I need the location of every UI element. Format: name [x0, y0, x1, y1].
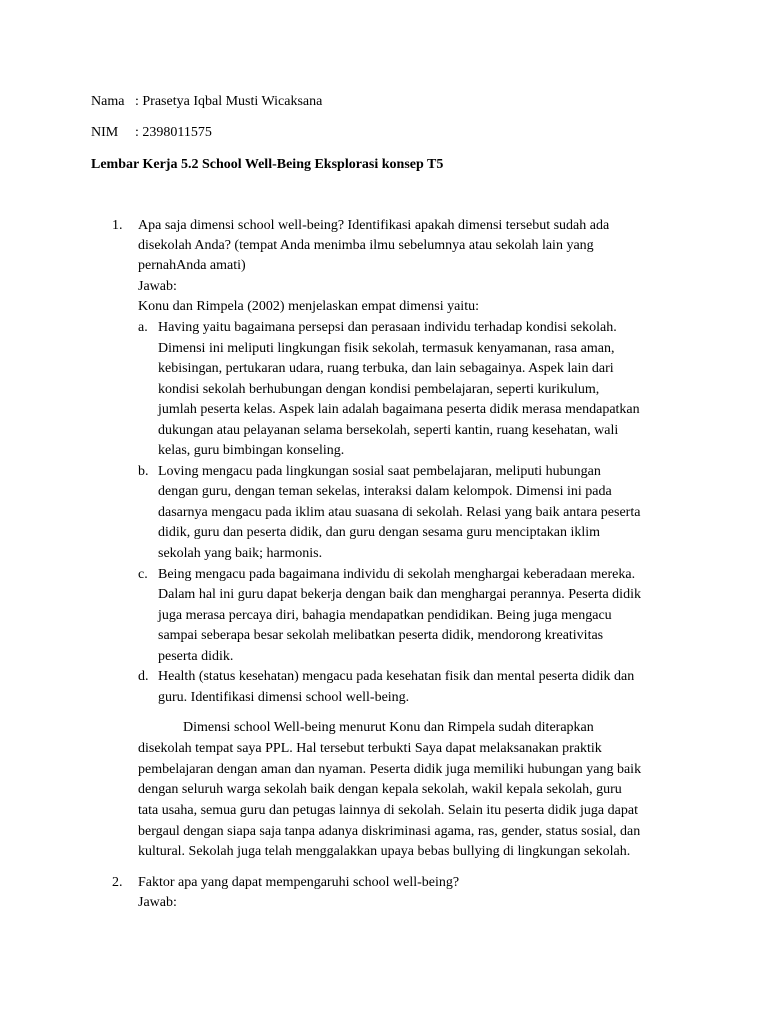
list-marker-a: a. [138, 320, 148, 335]
list-marker-b: b. [138, 464, 149, 479]
answer-1-label: Jawab: [138, 279, 177, 294]
question-1-line: disekolah Anda? (tempat Anda menimba ilmu sebelumnya atau sekolah lain yang [138, 238, 594, 253]
list-item-c-line: peserta didik. [158, 649, 234, 664]
list-marker-d: d. [138, 669, 149, 684]
list-item-b-line: didik, guru dan peserta didik, dan guru dengan sesama guru menciptakan iklim [158, 525, 601, 540]
document-title: Lembar Kerja 5.2 School Well-Being Eksplorasi konsep T5 [91, 157, 444, 172]
question-2-number: 2. [112, 875, 123, 890]
name-value: : Prasetya Iqbal Musti Wicaksana [135, 94, 323, 109]
answer-paragraph-line: Dimensi school Well-being menurut Konu dan Rimpela sudah diterapkan [183, 720, 594, 735]
list-item-c-line: Being mengacu pada bagaimana individu di sekolah menghargai keberadaan mereka. [158, 567, 636, 582]
list-item-c-line: sampai seberapa besar sekolah melibatkan peserta didik, mendorong kreativitas [158, 628, 604, 643]
answer-1-intro: Konu dan Rimpela (2002) menjelaskan empat dimensi yaitu: [138, 299, 479, 314]
list-item-c-line: Dalam hal ini guru dapat bekerja dengan baik dan menghargai perannya. Peserta didik [158, 587, 641, 602]
list-item-b-line: dengan guru, dengan teman sekelas, interaksi dalam kelompok. Dimensi ini pada [158, 484, 612, 499]
answer-paragraph-line: dengan seluruh warga sekolah baik dengan kepala sekolah, wakil kepala sekolah, guru [138, 782, 622, 797]
list-item-c-line: juga merasa percaya diri, bahagia mendapatkan pendidikan. Being juga mengacu [158, 608, 612, 623]
nim-label: NIM [91, 125, 119, 140]
list-item-d-line: guru. Identifikasi dimensi school well-being. [158, 690, 410, 705]
question-1-line: pernahAnda amati) [138, 258, 246, 273]
list-item-a-line: kondisi sekolah berhubungan dengan kondisi pembelajaran, seperti kurikulum, [158, 382, 600, 397]
list-item-a-line: Having yaitu bagaimana persepsi dan perasaan individu terhadap kondisi sekolah. [158, 320, 617, 335]
question-1-line: Apa saja dimensi school well-being? Identifikasi apakah dimensi tersebut sudah ada [138, 218, 610, 233]
question-1-number: 1. [112, 218, 123, 233]
list-item-b-line: Loving mengacu pada lingkungan sosial saat pembelajaran, meliputi hubungan [158, 464, 601, 479]
list-item-a-line: kebisingan, pertukaran udara, ruang terbuka, dan lain sebagainya. Aspek lain dari [158, 361, 614, 376]
nim-value: : 2398011575 [135, 125, 212, 140]
list-item-a-line: kelas, guru bimbingan konseling. [158, 443, 345, 458]
answer-paragraph-line: tata usaha, semua guru dan petugas lainnya di sekolah. Selain itu peserta didik juga dapat [138, 803, 638, 818]
list-item-b-line: sekolah yang baik; harmonis. [158, 546, 323, 561]
answer-2-label: Jawab: [138, 895, 177, 910]
list-item-b-line: dasarnya mengacu pada iklim atau suasana di sekolah. Relasi yang baik antara peserta [158, 505, 641, 520]
answer-paragraph-line: pembelajaran dengan aman dan nyaman. Peserta didik juga memiliki hubungan yang baik [138, 762, 642, 777]
answer-paragraph-line: bergaul dengan siapa saja tanpa adanya diskriminasi agama, ras, gender, status sosial, dan [138, 824, 641, 839]
question-2-text: Faktor apa yang dapat mempengaruhi school well-being? [138, 875, 460, 890]
list-item-d-line: Health (status kesehatan) mengacu pada kesehatan fisik dan mental peserta didik dan [158, 669, 635, 684]
list-marker-c: c. [138, 567, 148, 582]
name-label: Nama [91, 94, 125, 109]
list-item-a-line: Dimensi ini meliputi lingkungan fisik sekolah, termasuk kenyamanan, rasa aman, [158, 341, 615, 356]
answer-paragraph-line: kultural. Sekolah juga telah menggalakkan upaya bebas bullying di lingkungan sekolah. [138, 844, 631, 859]
list-item-a-line: dukungan atau pelayanan selama bersekolah, seperti kantin, ruang kesehatan, wali [158, 423, 619, 438]
answer-paragraph-line: disekolah tempat saya PPL. Hal tersebut terbukti Saya dapat melaksanakan praktik [138, 741, 602, 756]
list-item-a-line: jumlah peserta kelas. Aspek lain adalah bagaimana peserta didik merasa mendapatkan [158, 402, 640, 417]
